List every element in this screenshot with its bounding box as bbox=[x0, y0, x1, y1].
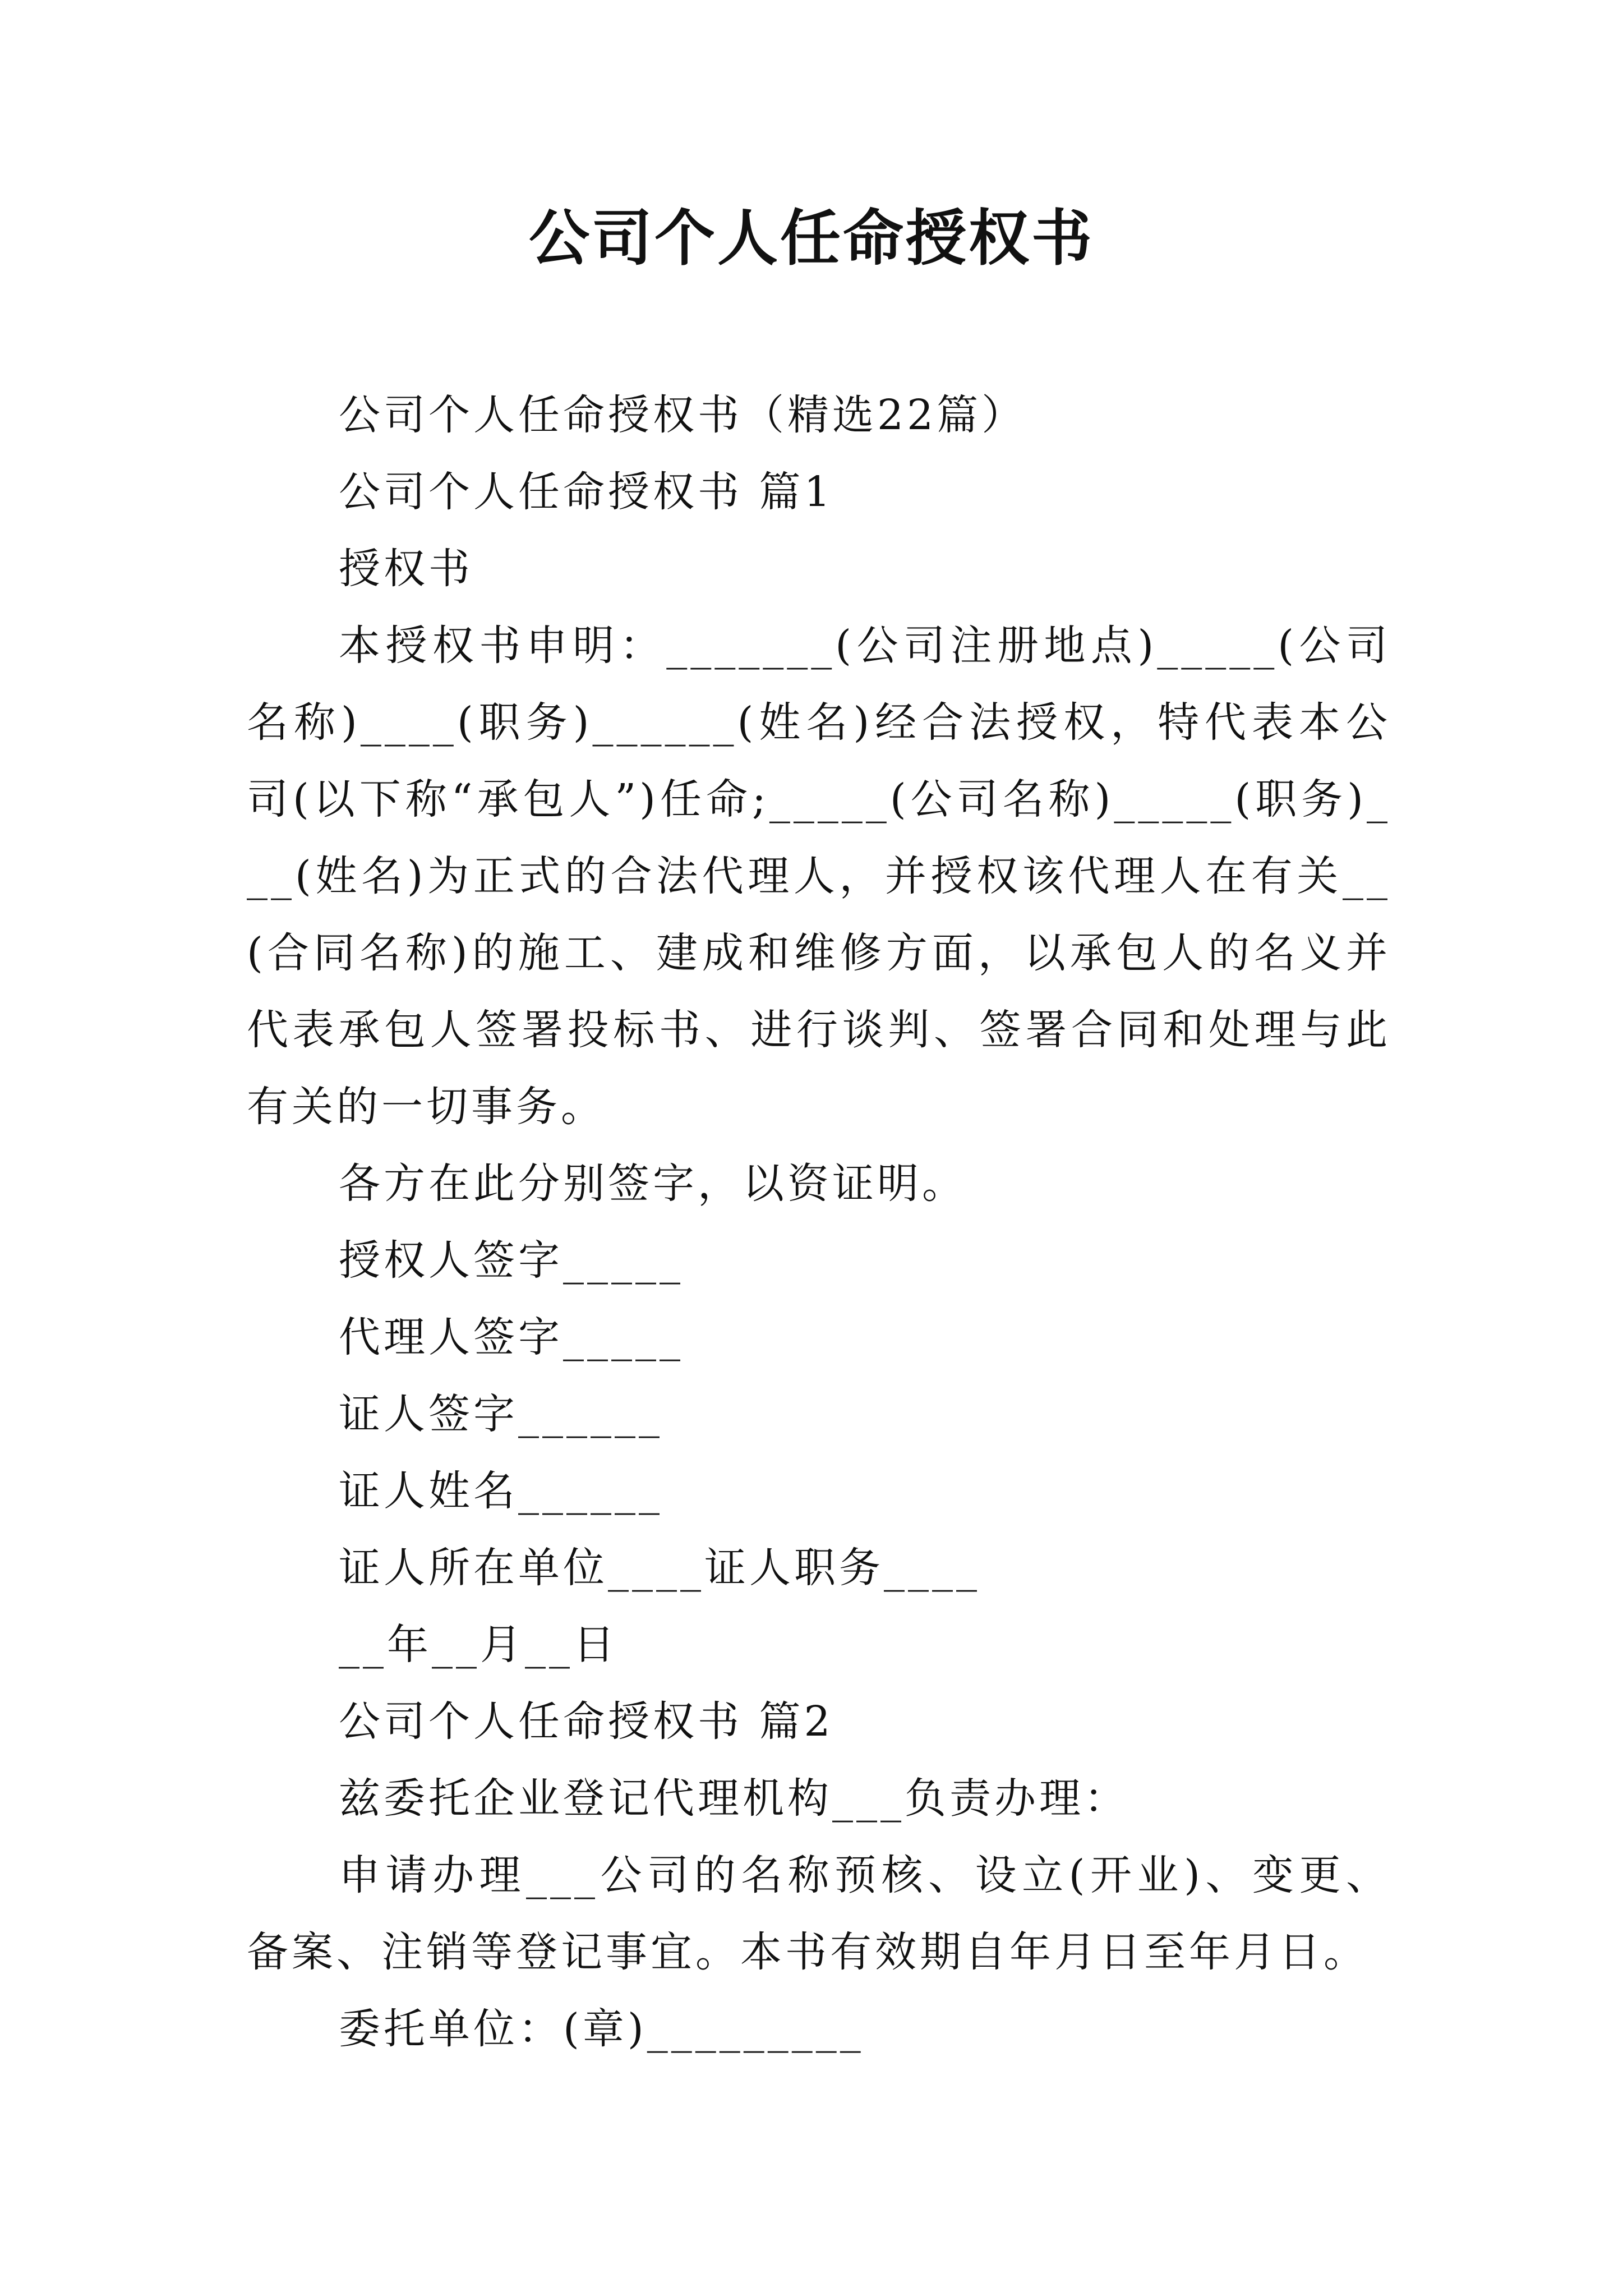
authorization-statement: 本授权书申明：_______(公司注册地点)_____(公司名称)____(职务)______(姓名)经合法授权，特代表本公司(以下称“承包人”)任命;_____(公司名称)_____(职务)___(姓名)为正式的合法代理人，并授权该代理人在有关__(合同名称)的施工、建成和维修方面，以承包人的名义并代表承包人签署投标书、进行谈判、签署合同和处理与此有关的一切事务。 bbox=[247, 622, 1391, 1131]
date-line: __年__月__日 bbox=[339, 1621, 618, 1669]
section-label-authorization: 授权书 bbox=[339, 545, 473, 593]
agent-signature-line: 代理人签字_____ bbox=[339, 1313, 684, 1361]
entrusting-unit-line: 委托单位：(章)_________ bbox=[339, 2005, 864, 2053]
witness-unit-position-line: 证人所在单位____证人职务____ bbox=[339, 1544, 980, 1592]
authorizer-signature-line: 授权人签字_____ bbox=[339, 1236, 684, 1285]
witness-signature-line: 证人签字______ bbox=[339, 1390, 663, 1438]
subtitle-selection: 公司个人任命授权书（精选22篇） bbox=[339, 391, 1027, 439]
section-heading-1: 公司个人任命授权书 篇1 bbox=[339, 468, 834, 516]
section-heading-2: 公司个人任命授权书 篇2 bbox=[339, 1697, 834, 1746]
document-body bbox=[247, 377, 1391, 2068]
witness-name-line: 证人姓名______ bbox=[339, 1467, 663, 1515]
signing-statement: 各方在此分别签字，以资证明。 bbox=[339, 1159, 967, 1208]
application-statement: 申请办理___公司的名称预核、设立(开业)、变更、备案、注销等登记事宜。本书有效期自年月日至年月日。 bbox=[247, 1851, 1391, 1976]
entrustment-statement: 兹委托企业登记代理机构___负责办理： bbox=[339, 1774, 1129, 1823]
document-title: 公司个人任命授权书 bbox=[528, 203, 1094, 274]
